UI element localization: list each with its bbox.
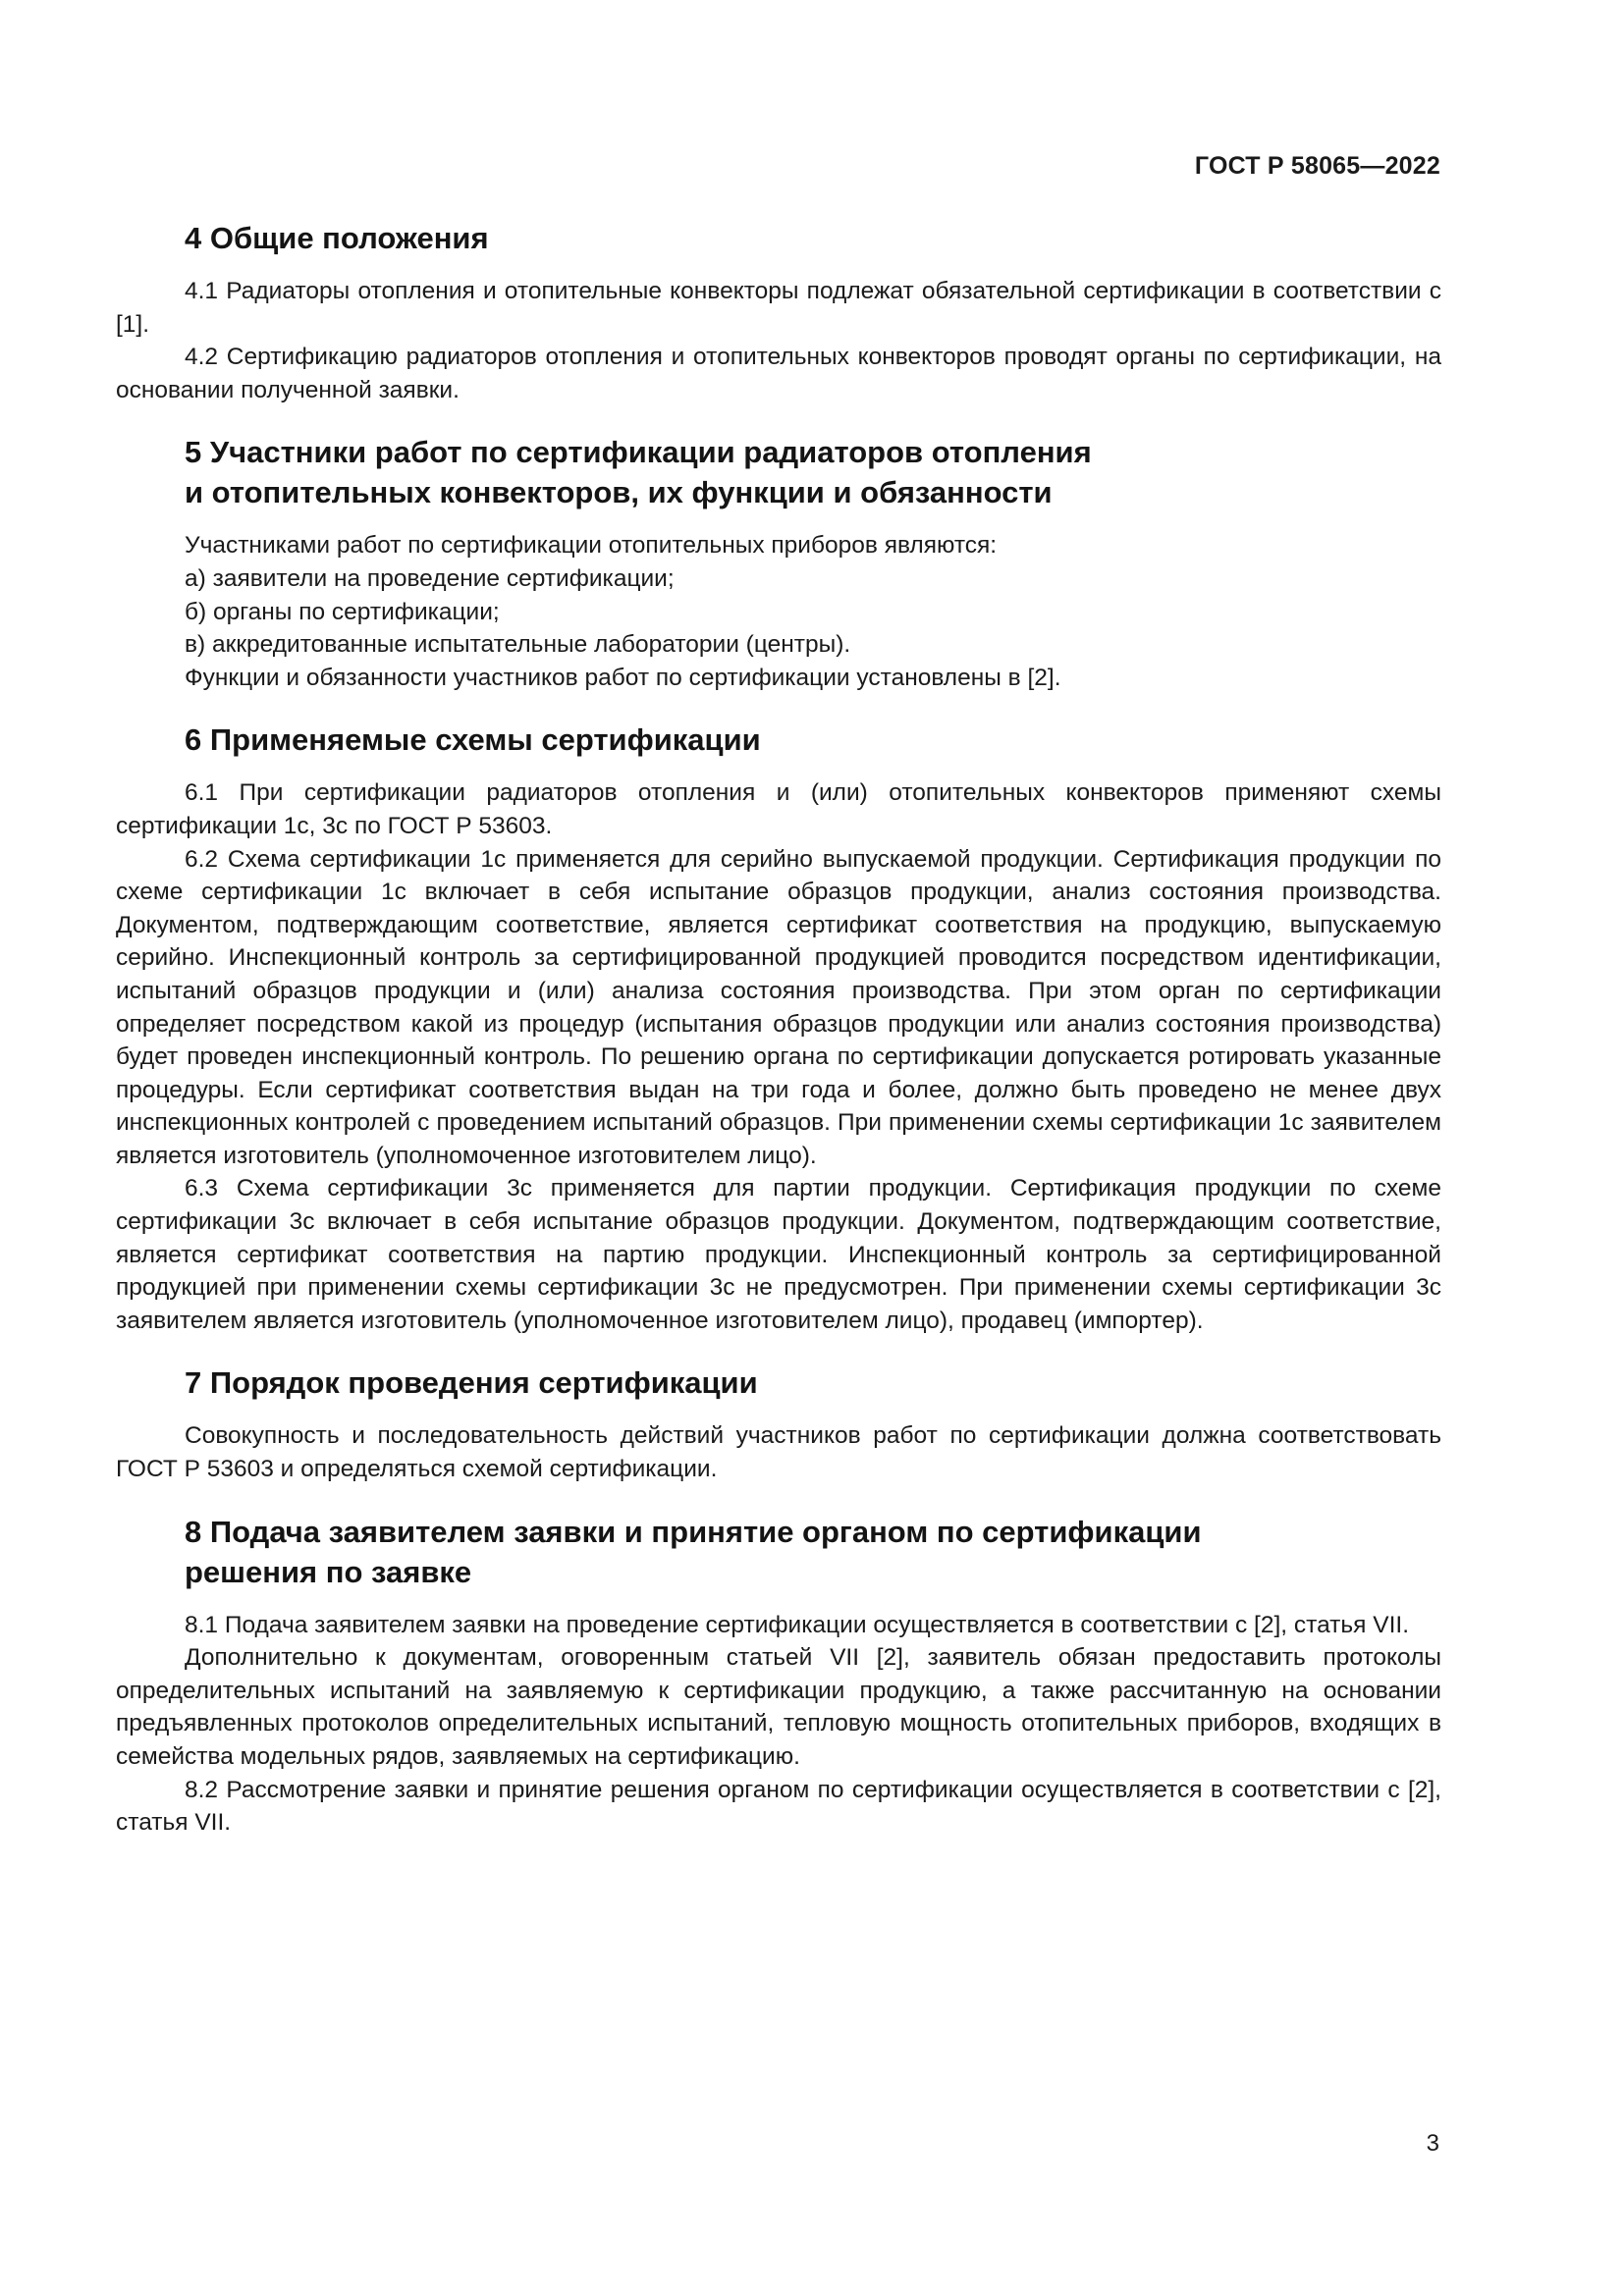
section-8-title-line-1: 8 Подача заявителем заявки и принятие органом по сертификации — [185, 1514, 1202, 1549]
section-7 — [116, 1362, 1441, 1485]
paragraph-6-1: 6.1 При сертификации радиаторов отопления и (или) отопительных конвекторов применяют схемы сертификации 1с, 3с по ГОСТ Р 53603. — [116, 779, 1441, 839]
paragraph-4-1: 4.1 Радиаторы отопления и отопительные конвекторы подлежат обязательной сертификации в соответствии с [1]. — [116, 278, 1441, 338]
list-item: в) аккредитованные испытательные лаборатории (центры). — [185, 631, 851, 659]
section-6 — [116, 720, 1441, 1337]
paragraph-4-2: 4.2 Сертификацию радиаторов отопления и отопительных конвекторов проводят органы по сертификации, на основании полученной заявки. — [116, 344, 1441, 403]
section-4 — [116, 218, 1441, 406]
section-5-intro: Участниками работ по сертификации отопительных приборов являются: — [185, 532, 998, 560]
paragraph-6-3: 6.3 Схема сертификации 3с применяется для партии продукции. Сертификация продукции по схеме сертификации 3с включает в себя испытание образцов продукции. Документом, подтверждающим соответствие, является сертификат соответствия на партию продукции. Инспекционный контроль за сертифицированной продукцией при применении схемы сертификации 3с не предусмотрен. При применении схемы сертификации 3с заявителем является изготовитель (уполномоченное изготовителем лицо), продавец (импортер). — [116, 1175, 1441, 1334]
paragraph-8-1-addition: Дополнительно к документам, оговоренным статьей VII [2], заявитель обязан предоставить протоколы определительных испытаний на заявляемую к сертификации продукцию, а также рассчитанную на основании предъявленных протоколов определительных испытаний, тепловую мощность отопительных приборов, входящих в семейства модельных рядов, заявляемых на сертификацию. — [116, 1644, 1441, 1770]
paragraph-8-2: 8.2 Рассмотрение заявки и принятие решения органом по сертификации осуществляется в соответствии с [2], статья VII. — [116, 1776, 1441, 1837]
section-5-title — [116, 432, 1441, 512]
document-code-header: ГОСТ Р 58065—2022 — [1194, 152, 1440, 180]
section-5 — [116, 432, 1441, 694]
section-8 — [116, 1512, 1441, 1840]
page-number: 3 — [1426, 2130, 1439, 2157]
paragraph-6-2: 6.2 Схема сертификации 1с применяется для серийно выпускаемой продукции. Сертификация продукции по схеме сертификации 1с включает в себя испытание образцов продукции, анализ состояния производства. Документом, подтверждающим соответствие, является сертификат соответствия на продукцию, выпускаемую серийно. Инспекционный контроль за сертифицированной продукцией проводится посредством идентификации, испытаний образцов продукции и (или) анализа состояния производства. При этом орган по сертификации определяет посредством какой из процедур (испытания образцов продукции или анализ состояния производства) будет проведен инспекционный контроль. По решению органа по сертификации допускается ротировать указанные процедуры. Если сертификат соответствия выдан на три года и более, должно быть проведено не менее двух инспекционных контролей с проведением испытаний образцов. При применении схемы сертификации 1с заявителем является изготовитель (уполномоченное изготовителем лицо). — [116, 845, 1441, 1169]
list-item: а) заявители на проведение сертификации; — [185, 564, 675, 592]
list-item: б) органы по сертификации; — [185, 598, 500, 625]
section-8-title-line-2: решения по заявке — [185, 1554, 472, 1589]
section-5-title-line-2: и отопительных конвекторов, их функции и обязанности — [185, 475, 1053, 510]
document-body — [116, 218, 1441, 1865]
section-5-closing: Функции и обязанности участников работ по сертификации установлены в [2]. — [185, 664, 1061, 691]
paragraph-8-1: 8.1 Подача заявителем заявки на проведение сертификации осуществляется в соответствии с [2], статья VII. — [185, 1611, 1409, 1638]
section-5-title-line-1: 5 Участники работ по сертификации радиаторов отопления — [185, 435, 1092, 470]
section-6-title: 6 Применяемые схемы сертификации — [185, 722, 761, 758]
section-7-title: 7 Порядок проведения сертификации — [185, 1365, 758, 1401]
section-8-title — [116, 1512, 1441, 1592]
section-4-title: 4 Общие положения — [185, 221, 489, 255]
paragraph-7: Совокупность и последовательность действий участников работ по сертификации должна соответствовать ГОСТ Р 53603 и определяться схемой сертификации. — [116, 1422, 1441, 1483]
